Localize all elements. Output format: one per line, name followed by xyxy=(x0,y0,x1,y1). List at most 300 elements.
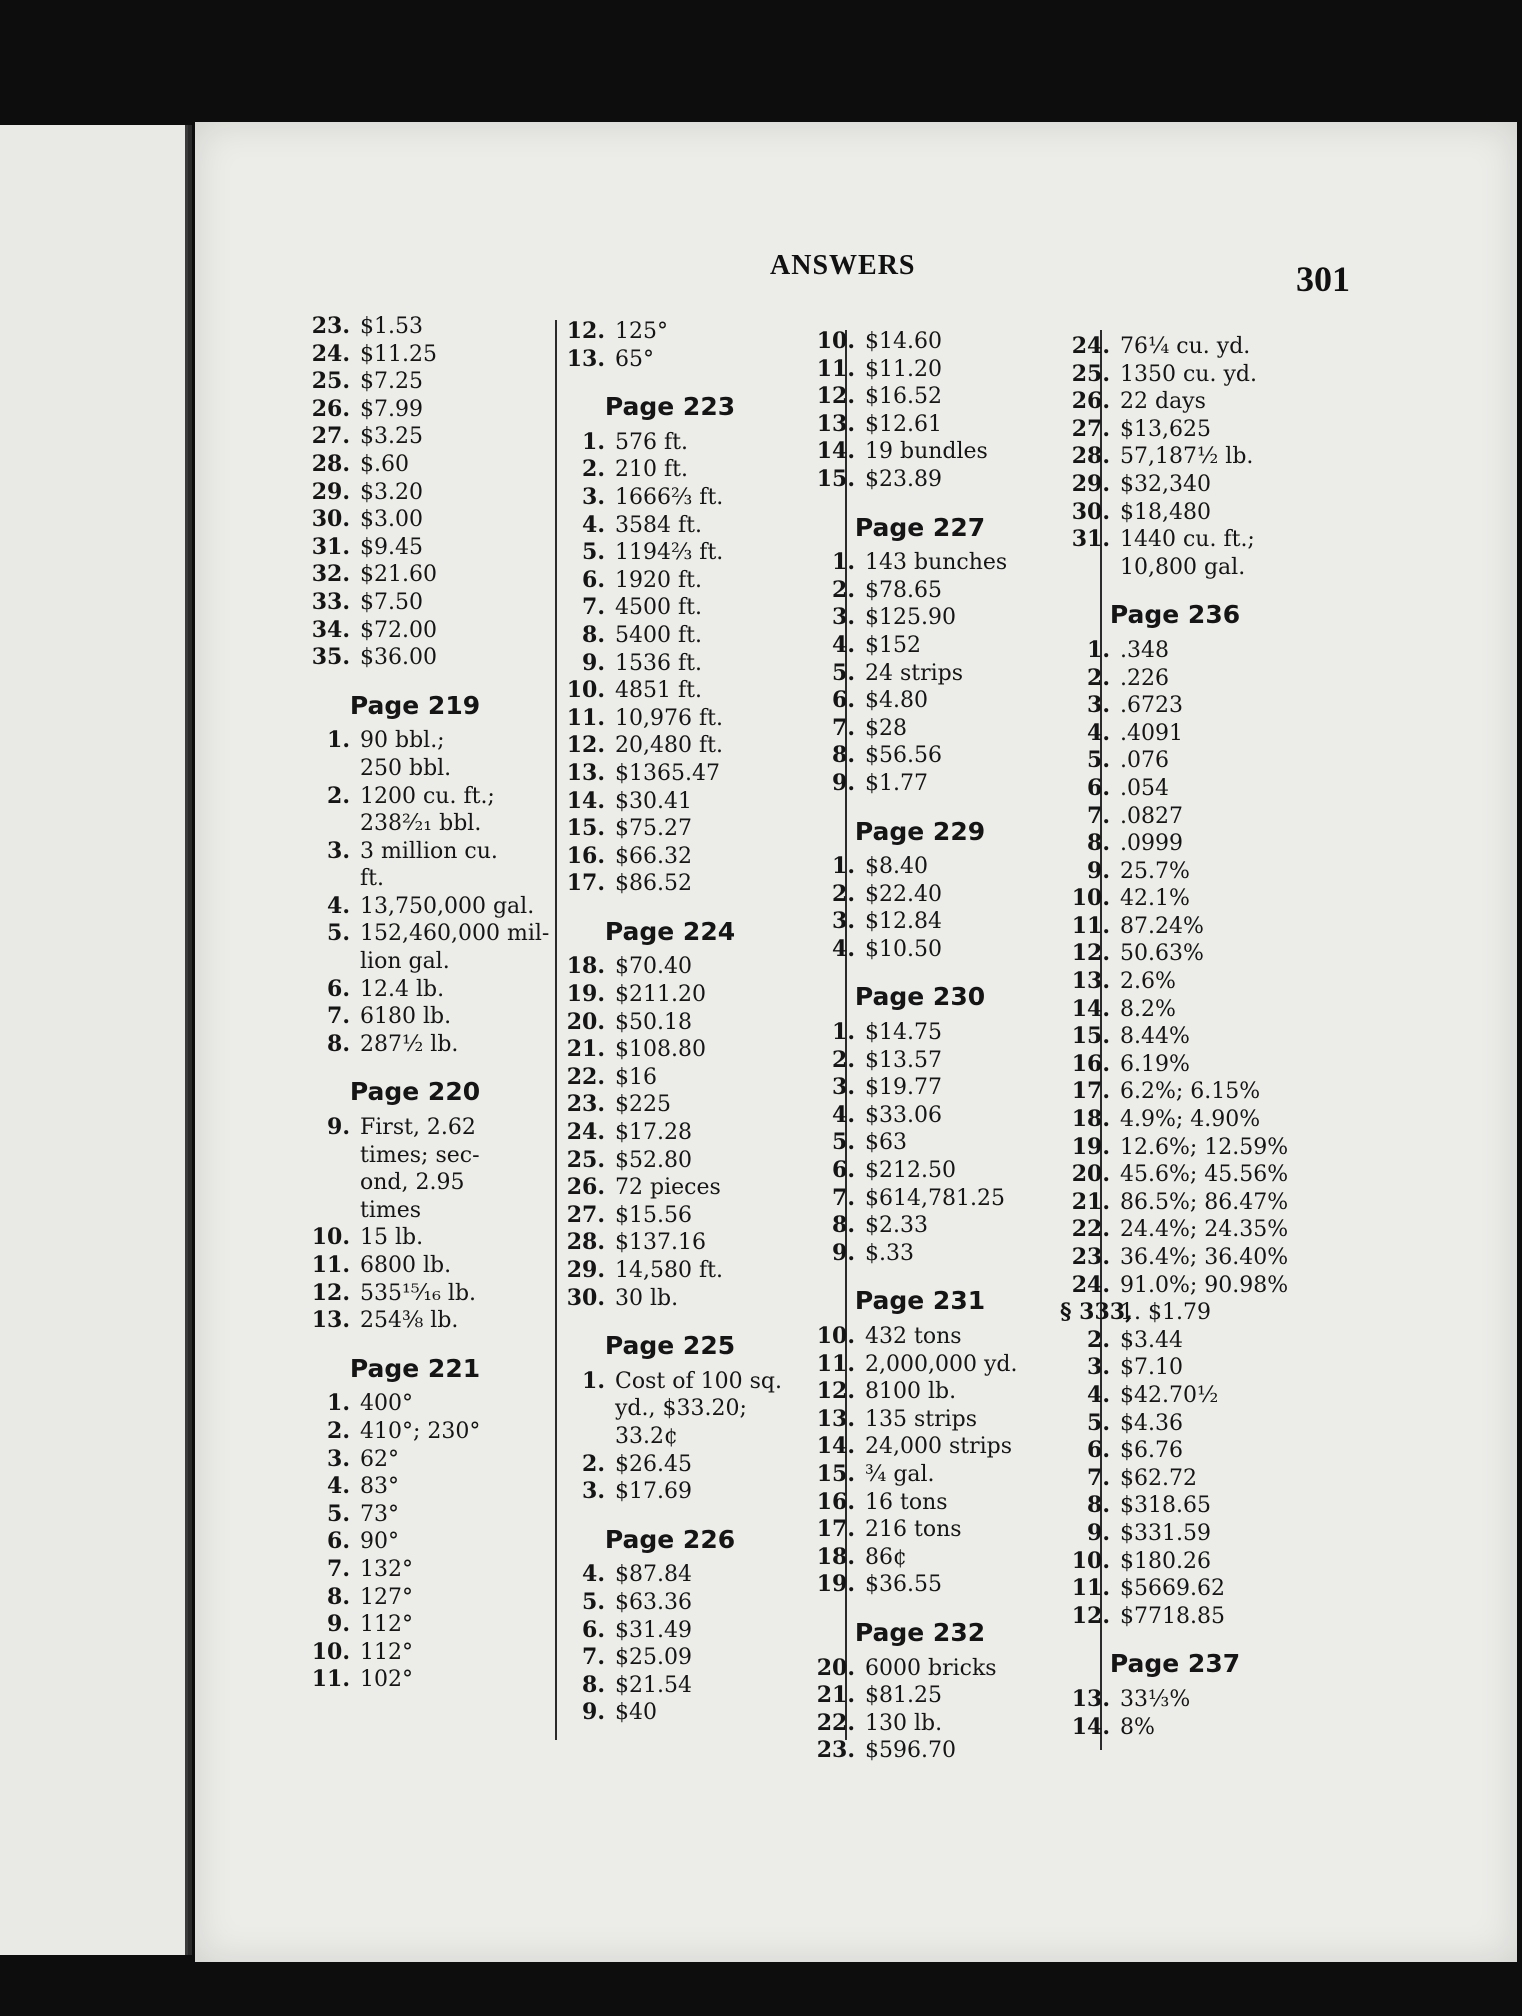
answer-continuation: ond, 2.95 xyxy=(360,1170,465,1196)
problem-number: 20. xyxy=(566,1008,605,1035)
problem-number: 8. xyxy=(582,1671,605,1698)
answer-text: $1365.47 xyxy=(615,760,720,786)
answer-text: 6.2%; 6.15% xyxy=(1120,1079,1261,1105)
answer-text: 1. $1.79 xyxy=(1120,1300,1211,1326)
answer-line xyxy=(1060,913,1290,941)
answer-text: $3.44 xyxy=(1120,1327,1183,1353)
answer-line xyxy=(555,1561,785,1589)
answer-line xyxy=(555,677,785,705)
problem-number: 13. xyxy=(1071,968,1110,995)
answer-line xyxy=(805,853,1035,881)
problem-number: 4. xyxy=(1087,719,1110,746)
problem-number: 3. xyxy=(832,908,855,935)
answer-line xyxy=(555,1644,785,1672)
problem-number: 6. xyxy=(327,1528,350,1555)
answer-text: $28 xyxy=(865,715,907,741)
answer-line xyxy=(805,908,1035,936)
answer-line xyxy=(805,1378,1035,1406)
problem-number: 15. xyxy=(1071,1023,1110,1050)
answer-text: .4091 xyxy=(1120,720,1183,746)
answer-line xyxy=(1060,1548,1290,1576)
problem-number: 9. xyxy=(1087,1519,1110,1546)
answer-text: $23.89 xyxy=(865,466,942,492)
answer-text: 22 days xyxy=(1120,389,1206,415)
answer-line xyxy=(300,644,549,672)
answer-line xyxy=(1060,720,1290,748)
answer-text: 12.4 lb. xyxy=(360,976,445,1002)
problem-number: 33. xyxy=(311,588,350,615)
problem-number: 25. xyxy=(311,368,350,395)
problem-number: 5. xyxy=(582,539,605,566)
answer-text: $7.99 xyxy=(360,396,423,422)
answer-text: First, 2.62 xyxy=(360,1115,476,1141)
answer-column-4 xyxy=(1060,333,1290,1741)
answer-continuation: 250 bbl. xyxy=(360,755,452,781)
answer-text: 125° xyxy=(615,319,668,344)
problem-number: 25. xyxy=(1071,360,1110,387)
answer-line xyxy=(300,1584,549,1612)
answer-line xyxy=(805,1185,1035,1213)
answer-line xyxy=(805,1406,1035,1434)
problem-number: 11. xyxy=(311,1252,350,1278)
answer-text: $4.36 xyxy=(1120,1410,1183,1436)
answer-line xyxy=(1060,526,1290,554)
answer-line xyxy=(805,1571,1035,1599)
running-head: ANSWERS xyxy=(770,250,916,281)
answer-line xyxy=(805,1019,1035,1047)
problem-number: 1. xyxy=(327,1390,350,1417)
answer-text: 90° xyxy=(360,1529,399,1555)
answer-line xyxy=(555,1174,785,1202)
answer-line xyxy=(555,1119,785,1147)
problem-number: 3. xyxy=(1087,692,1110,719)
answer-line xyxy=(1060,940,1290,968)
answer-line xyxy=(805,660,1035,688)
answer-text: $14.75 xyxy=(865,1020,942,1046)
answer-line xyxy=(555,1451,785,1479)
answer-text: .0999 xyxy=(1120,831,1183,857)
answer-text: 132° xyxy=(360,1556,413,1582)
answer-text: 112° xyxy=(360,1612,413,1638)
answer-continuation: 10,800 gal. xyxy=(1120,554,1246,580)
problem-number: 12. xyxy=(816,1378,855,1405)
problem-number: 15. xyxy=(566,815,605,842)
answer-line xyxy=(300,1639,549,1667)
answer-line xyxy=(1060,1382,1290,1410)
answer-line xyxy=(555,1672,785,1700)
answer-line xyxy=(555,870,785,898)
answer-line xyxy=(555,1091,785,1119)
problem-number: 3. xyxy=(327,837,350,864)
answer-line xyxy=(1060,1244,1290,1272)
answer-text: $614,781.25 xyxy=(865,1185,1005,1211)
answer-text: $180.26 xyxy=(1120,1548,1211,1574)
answer-text: 4.9%; 4.90% xyxy=(1120,1107,1261,1133)
problem-number: 19. xyxy=(1071,1133,1110,1160)
answer-line xyxy=(805,1433,1035,1461)
answer-text: $125.90 xyxy=(865,605,956,631)
problem-number: 23. xyxy=(311,313,350,339)
answer-line xyxy=(1060,775,1290,803)
answer-line xyxy=(805,881,1035,909)
section-heading: Page 226 xyxy=(604,1524,736,1554)
answer-line xyxy=(1060,443,1290,471)
problem-number: 12. xyxy=(1071,940,1110,967)
problem-number: 9. xyxy=(327,1611,350,1638)
problem-number: 7. xyxy=(327,1555,350,1582)
answer-continuation: 33.2¢ xyxy=(615,1423,678,1449)
problem-number: 15. xyxy=(816,1460,855,1487)
answer-line xyxy=(805,1737,1035,1765)
answer-line xyxy=(805,1489,1035,1517)
section-heading: Page 223 xyxy=(604,392,736,422)
problem-number: 1. xyxy=(582,428,605,455)
answer-line xyxy=(300,1307,549,1335)
section-heading: Page 225 xyxy=(604,1331,736,1361)
answer-line xyxy=(805,715,1035,743)
problem-number: 5. xyxy=(832,1129,855,1156)
answer-line xyxy=(300,561,549,589)
answer-text: $7718.85 xyxy=(1120,1603,1225,1629)
answer-text: $8.40 xyxy=(865,854,928,880)
answer-line xyxy=(555,1064,785,1092)
answer-line xyxy=(1060,499,1290,527)
problem-number: 27. xyxy=(1071,415,1110,442)
answer-line xyxy=(555,1229,785,1257)
problem-number: 14. xyxy=(566,787,605,814)
problem-number: 35. xyxy=(311,644,350,671)
answer-text: $.60 xyxy=(360,451,409,477)
problem-number: 8. xyxy=(1087,830,1110,857)
problem-number: 1. xyxy=(832,1019,855,1046)
answer-line xyxy=(555,1202,785,1230)
problem-number: 14. xyxy=(1071,995,1110,1022)
problem-number: 22. xyxy=(1071,1216,1110,1243)
problem-number: 10. xyxy=(566,677,605,704)
problem-number: 32. xyxy=(311,561,350,588)
answer-text: $1.77 xyxy=(865,770,928,796)
answer-text: $32,340 xyxy=(1120,471,1211,497)
answer-line xyxy=(555,1478,785,1506)
answer-text: $21.60 xyxy=(360,562,437,588)
answer-line xyxy=(805,466,1035,494)
problem-number: 16. xyxy=(566,842,605,869)
section-heading: Page 227 xyxy=(854,512,986,542)
answer-text: $72.00 xyxy=(360,617,437,643)
answer-text: 112° xyxy=(360,1639,413,1665)
answer-text: .226 xyxy=(1120,665,1169,691)
answer-line xyxy=(1060,858,1290,886)
answer-line xyxy=(1060,1078,1290,1106)
answer-text: $7.25 xyxy=(360,369,423,395)
problem-number: 9. xyxy=(832,1239,855,1266)
answer-line xyxy=(805,1461,1035,1489)
answer-line xyxy=(555,815,785,843)
answer-line xyxy=(805,1240,1035,1268)
section-heading: Page 224 xyxy=(604,916,736,946)
answer-line xyxy=(1060,830,1290,858)
answer-text: .0827 xyxy=(1120,803,1183,829)
section-heading: Page 236 xyxy=(1109,600,1241,630)
answer-line xyxy=(555,981,785,1009)
problem-number: 28. xyxy=(566,1229,605,1256)
section-heading: Page 220 xyxy=(349,1077,481,1107)
problem-number: 22. xyxy=(816,1709,855,1736)
problem-number: 3. xyxy=(832,1074,855,1101)
problem-number: 21. xyxy=(1071,1188,1110,1215)
problem-number: 21. xyxy=(566,1036,605,1063)
answer-line xyxy=(300,534,549,562)
problem-number: 21. xyxy=(816,1682,855,1709)
answer-line xyxy=(1060,1327,1290,1355)
problem-number: 14. xyxy=(1071,1713,1110,1740)
problem-number: 11. xyxy=(816,355,855,382)
answer-text: $9.45 xyxy=(360,534,423,560)
answer-text: 1536 ft. xyxy=(615,650,702,676)
section-heading: Page 229 xyxy=(854,816,986,846)
answer-line xyxy=(1060,361,1290,389)
answer-line xyxy=(300,976,549,1004)
answer-continuation: times; sec- xyxy=(360,1142,480,1168)
answer-line xyxy=(555,705,785,733)
answer-line xyxy=(805,770,1035,798)
answer-text: $331.59 xyxy=(1120,1520,1211,1546)
answer-text: 1920 ft. xyxy=(615,567,702,593)
problem-number: 28. xyxy=(311,450,350,477)
answer-line xyxy=(1060,665,1290,693)
section-heading: Page 231 xyxy=(854,1286,986,1316)
problem-number: 29. xyxy=(566,1257,605,1283)
problem-number: 4. xyxy=(832,935,855,962)
problem-number: 24. xyxy=(566,1119,605,1146)
answer-line xyxy=(300,423,549,451)
answer-text: 72 pieces xyxy=(615,1175,721,1201)
problem-number: 7. xyxy=(832,714,855,741)
answer-text: ¾ gal. xyxy=(865,1461,935,1487)
answer-text: 24.4%; 24.35% xyxy=(1120,1217,1289,1243)
answer-line xyxy=(300,313,549,341)
answer-line xyxy=(1060,388,1290,416)
problem-number: 4. xyxy=(832,631,855,658)
answer-line xyxy=(555,650,785,678)
answer-line xyxy=(805,1655,1035,1683)
problem-number: 17. xyxy=(566,870,605,897)
answer-text: $19.77 xyxy=(865,1075,942,1101)
answer-line xyxy=(300,1252,549,1280)
answer-text: $7.10 xyxy=(1120,1355,1183,1381)
problem-number: 13. xyxy=(1071,1685,1110,1712)
answer-text: .6723 xyxy=(1120,693,1183,719)
answer-text: $78.65 xyxy=(865,577,942,603)
answer-line xyxy=(805,1212,1035,1240)
problem-number: 24. xyxy=(1071,333,1110,359)
problem-number: 9. xyxy=(582,1699,605,1726)
problem-number: 29. xyxy=(311,478,350,505)
answer-text: 6180 lb. xyxy=(360,1004,452,1030)
answer-text: 90 bbl.; xyxy=(360,728,445,754)
answer-line xyxy=(1060,416,1290,444)
answer-text: $22.40 xyxy=(865,881,942,907)
answer-line xyxy=(805,328,1035,356)
answer-text: 143 bunches xyxy=(865,550,1008,576)
answer-text: 1440 cu. ft.; xyxy=(1120,527,1255,553)
answer-text: 432 tons xyxy=(865,1324,962,1349)
answer-text: 12.6%; 12.59% xyxy=(1120,1134,1289,1160)
answer-text: 83° xyxy=(360,1474,399,1500)
answer-text: $14.60 xyxy=(865,329,942,354)
answer-line xyxy=(300,1501,549,1529)
answer-line xyxy=(555,1009,785,1037)
answer-text: $5669.62 xyxy=(1120,1576,1225,1602)
answer-text: $225 xyxy=(615,1092,671,1118)
answer-text: 287½ lb. xyxy=(360,1031,459,1057)
problem-number: 30. xyxy=(311,506,350,533)
answer-continuation: yd., $33.20; xyxy=(615,1396,747,1422)
problem-number: 3. xyxy=(582,483,605,510)
problem-number: 10. xyxy=(816,1323,855,1349)
answer-line xyxy=(805,1047,1035,1075)
problem-number: 1. xyxy=(327,727,350,754)
answer-text: $12.61 xyxy=(865,411,942,437)
answer-line xyxy=(300,1003,549,1031)
answer-text: $63.36 xyxy=(615,1589,692,1615)
answer-text: $17.28 xyxy=(615,1120,692,1146)
problem-number: 1. xyxy=(832,549,855,576)
answer-line xyxy=(555,539,785,567)
answer-line xyxy=(1060,747,1290,775)
answer-line xyxy=(805,383,1035,411)
answer-line xyxy=(805,1516,1035,1544)
answer-line xyxy=(1060,968,1290,996)
answer-line xyxy=(1060,471,1290,499)
answer-text: 50.63% xyxy=(1120,941,1204,967)
answer-text: $2.33 xyxy=(865,1213,928,1239)
problem-number: 23. xyxy=(1071,1244,1110,1270)
problem-number: 6. xyxy=(1087,1437,1110,1464)
problem-number: 14. xyxy=(816,1433,855,1460)
problem-number: 10. xyxy=(311,1638,350,1665)
answer-text: 2,000,000 yd. xyxy=(865,1351,1018,1377)
problem-number: 18. xyxy=(566,953,605,980)
problem-number: 6. xyxy=(1087,774,1110,801)
answer-line xyxy=(555,953,785,981)
answer-continuation: ft. xyxy=(360,866,384,892)
answer-continuation: times xyxy=(360,1197,422,1223)
answer-text: $30.41 xyxy=(615,788,692,814)
answer-text: $86.52 xyxy=(615,871,692,897)
answer-line xyxy=(805,1323,1035,1351)
problem-number: 4. xyxy=(582,1561,605,1588)
problem-number: 12. xyxy=(816,383,855,410)
answer-text: 62° xyxy=(360,1446,399,1472)
problem-number: 3. xyxy=(582,1478,605,1505)
answer-line xyxy=(1060,1437,1290,1465)
problem-number: 7. xyxy=(582,1644,605,1671)
problem-number: 23. xyxy=(816,1737,855,1764)
answer-text: $70.40 xyxy=(615,954,692,980)
answer-line xyxy=(555,318,785,346)
problem-number: 13. xyxy=(816,1405,855,1432)
page-number: 301 xyxy=(1296,259,1350,299)
answer-text: $13.57 xyxy=(865,1047,942,1073)
problem-number: 23. xyxy=(566,1091,605,1118)
answer-text: 73° xyxy=(360,1501,399,1527)
answer-text: $12.84 xyxy=(865,909,942,935)
problem-number: 20. xyxy=(816,1654,855,1681)
answer-line xyxy=(805,604,1035,632)
answer-line xyxy=(300,1446,549,1474)
problem-number: 26. xyxy=(1071,388,1110,415)
answer-line xyxy=(805,1074,1035,1102)
answer-continuation: 238²⁄₂₁ bbl. xyxy=(360,811,482,837)
answer-text: 24 strips xyxy=(865,660,964,686)
answer-line xyxy=(555,1257,785,1285)
answer-text: 5400 ft. xyxy=(615,622,702,648)
answer-line xyxy=(1060,333,1290,361)
answer-line xyxy=(805,577,1035,605)
answer-line xyxy=(805,1544,1035,1572)
problem-number: 1. xyxy=(832,853,855,880)
answer-text: .054 xyxy=(1120,775,1169,801)
problem-number: 13. xyxy=(311,1307,350,1334)
problem-number: 8. xyxy=(327,1030,350,1057)
problem-number: 3. xyxy=(832,604,855,631)
answer-text: 1200 cu. ft.; xyxy=(360,783,495,809)
problem-number: 8. xyxy=(832,1212,855,1239)
problem-number: 2. xyxy=(832,576,855,603)
answer-line xyxy=(300,1114,549,1142)
answer-line xyxy=(805,936,1035,964)
problem-number: 24. xyxy=(1071,1271,1110,1298)
answer-text: 535¹⁵⁄₁₆ lb. xyxy=(360,1280,477,1306)
problem-number: 9. xyxy=(1087,857,1110,884)
answer-line xyxy=(1060,1134,1290,1162)
problem-number: 5. xyxy=(327,1500,350,1527)
answer-line xyxy=(555,1589,785,1617)
problem-number: 12. xyxy=(566,732,605,759)
problem-number: 16. xyxy=(1071,1050,1110,1077)
answer-line xyxy=(805,1157,1035,1185)
answer-line xyxy=(300,451,549,479)
answer-text: 8% xyxy=(1120,1714,1155,1740)
problem-number: 7. xyxy=(832,1184,855,1211)
answer-text: 216 tons xyxy=(865,1517,962,1543)
answer-line xyxy=(1060,637,1290,665)
problem-number: 3. xyxy=(327,1445,350,1472)
answer-text: 13,750,000 gal. xyxy=(360,893,535,919)
answer-text: 24,000 strips xyxy=(865,1434,1013,1460)
problem-number: 12. xyxy=(1071,1602,1110,1629)
answer-text: $36.00 xyxy=(360,645,437,671)
problem-number: 4. xyxy=(1087,1381,1110,1408)
answer-text: 14,580 ft. xyxy=(615,1258,723,1283)
problem-number: 31. xyxy=(311,533,350,560)
answer-line xyxy=(555,567,785,595)
answer-text: $1.53 xyxy=(360,314,423,339)
answer-line xyxy=(555,760,785,788)
problem-number: 31. xyxy=(1071,526,1110,553)
answer-text: 86.5%; 86.47% xyxy=(1120,1189,1289,1215)
problem-number: 19. xyxy=(816,1571,855,1598)
problem-number: 17. xyxy=(1071,1078,1110,1105)
answer-line xyxy=(555,1699,785,1727)
answer-text: $6.76 xyxy=(1120,1438,1183,1464)
answer-line xyxy=(555,1036,785,1064)
answer-text: 210 ft. xyxy=(615,457,688,483)
problem-number: 6. xyxy=(327,975,350,1002)
problem-number: 10. xyxy=(1071,885,1110,912)
answer-text: $108.80 xyxy=(615,1037,706,1063)
